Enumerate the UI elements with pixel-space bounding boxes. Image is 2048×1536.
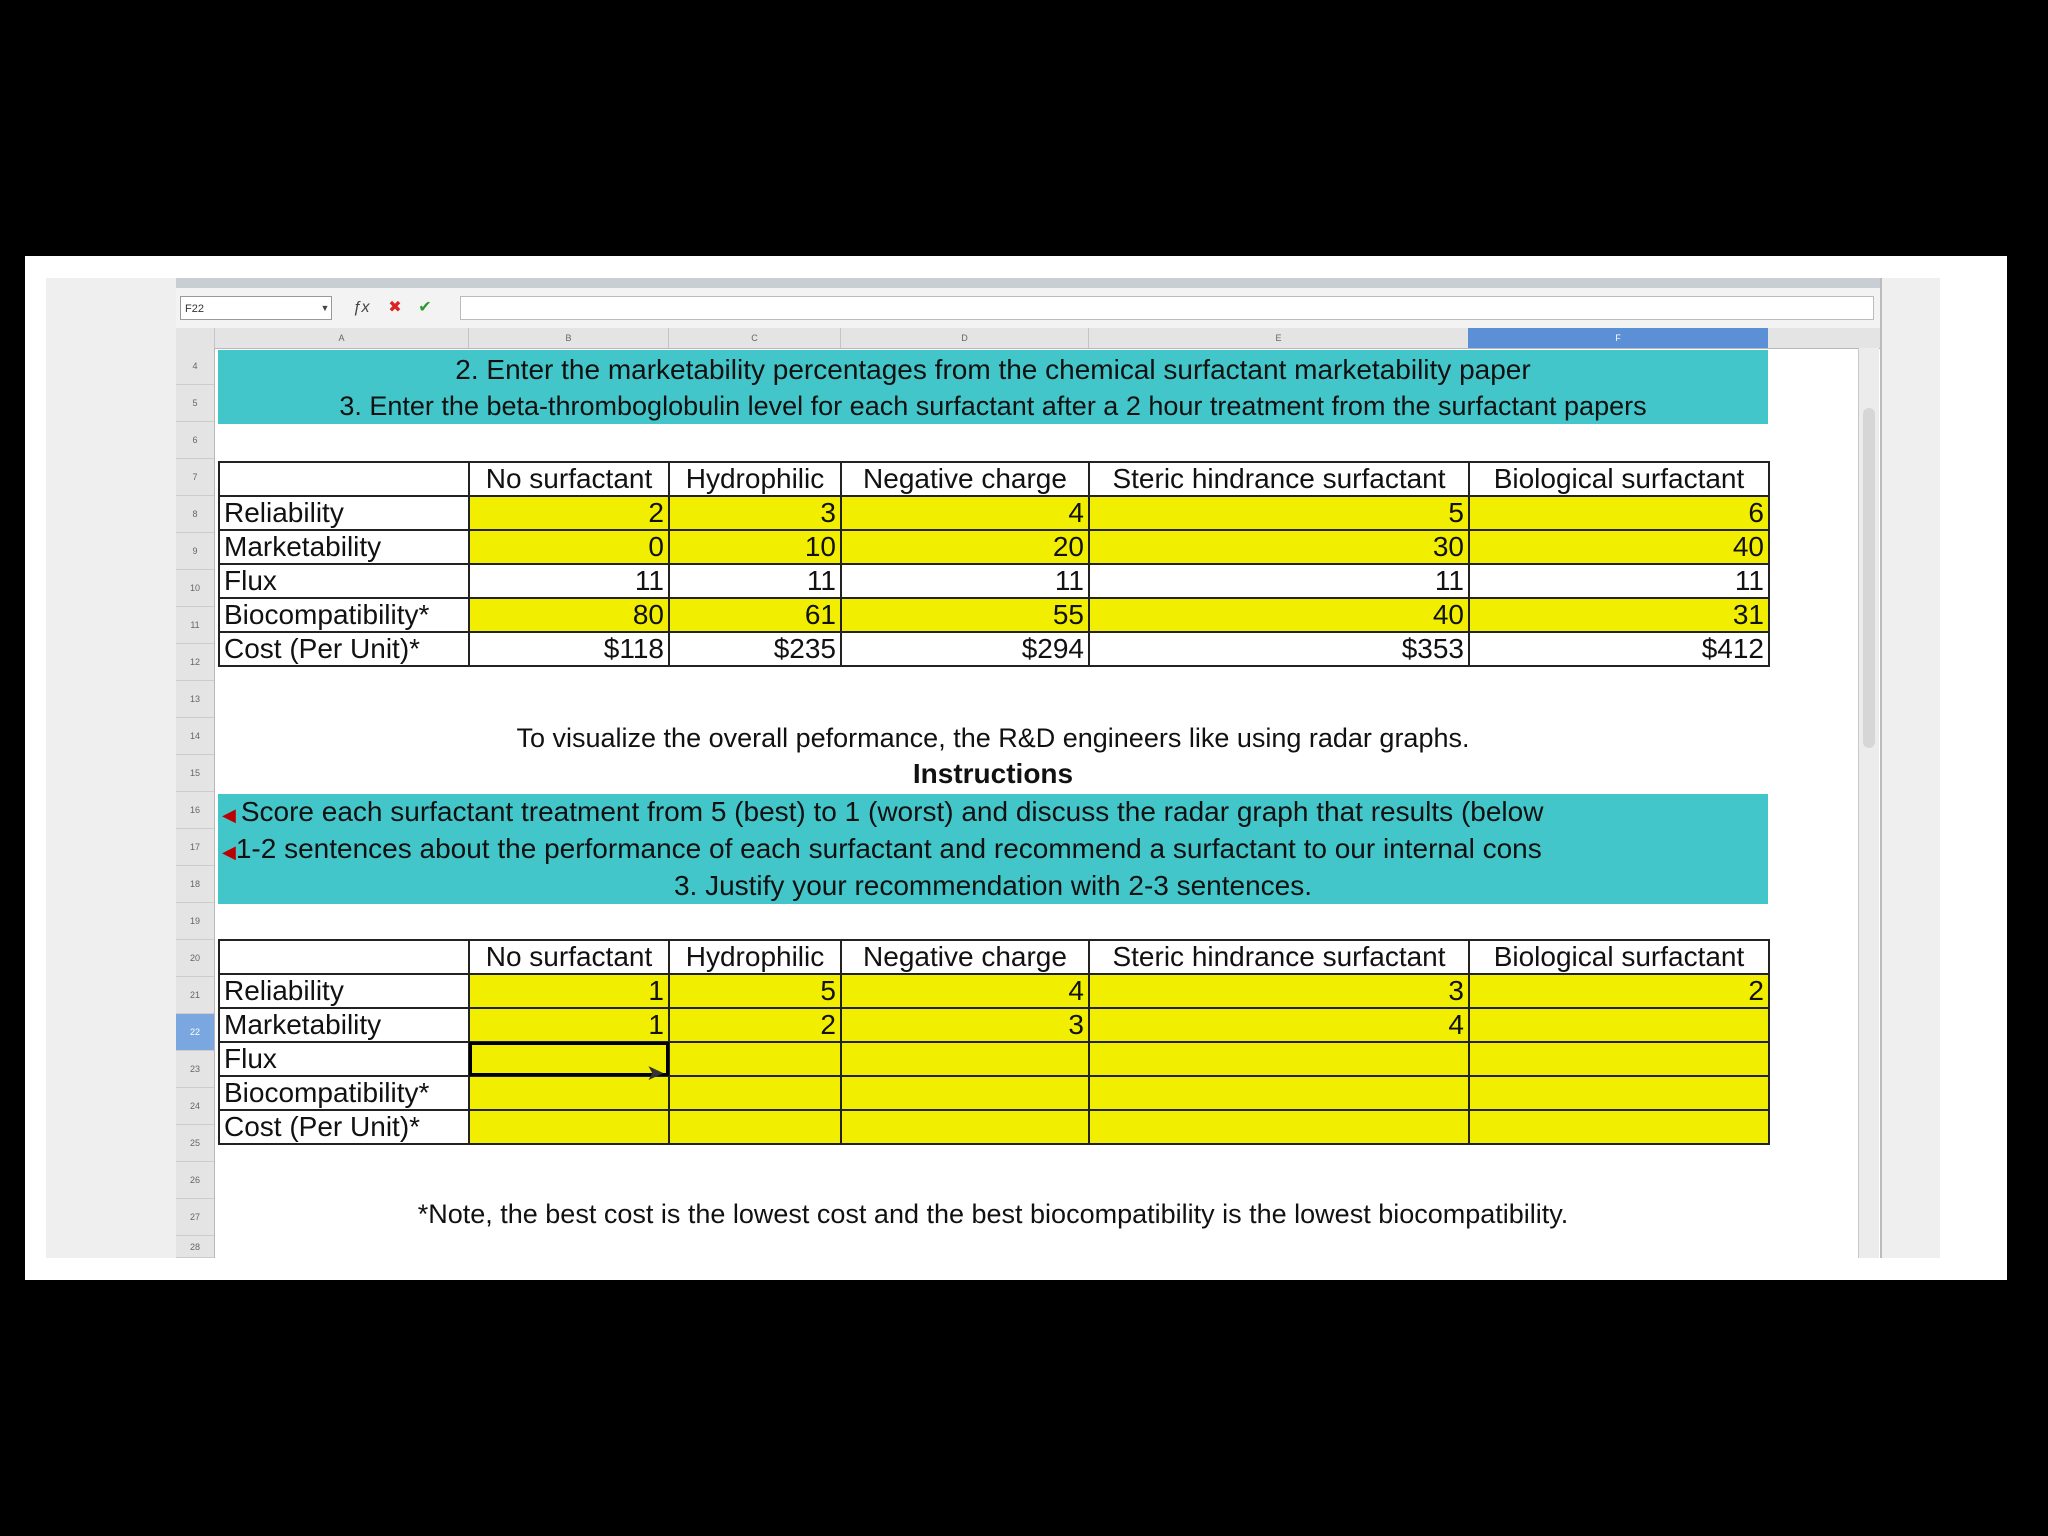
score-cell[interactable]: 4: [1089, 1008, 1469, 1042]
column-header[interactable]: D: [840, 328, 1088, 348]
table-row: [219, 564, 1769, 598]
row-header[interactable]: 24: [176, 1088, 214, 1125]
score-cell[interactable]: 2: [1469, 974, 1769, 1008]
score-cell[interactable]: [841, 1042, 1089, 1076]
formula-bar: [176, 288, 1880, 329]
value-cell[interactable]: 31: [1469, 598, 1769, 632]
value-cell[interactable]: 5: [1089, 496, 1469, 530]
header-cell[interactable]: Biological surfactant: [1469, 940, 1769, 974]
chevron-down-icon[interactable]: ▼: [320, 303, 330, 313]
value-cell[interactable]: $412: [1469, 632, 1769, 666]
score-cell[interactable]: [1469, 1042, 1769, 1076]
row-header[interactable]: 17: [176, 829, 214, 866]
row-header[interactable]: 16: [176, 792, 214, 829]
row-label-cell[interactable]: Reliability: [219, 496, 469, 530]
column-header-selected[interactable]: F: [1468, 328, 1768, 348]
row-header[interactable]: 14: [176, 718, 214, 755]
row-header[interactable]: 19: [176, 903, 214, 940]
table-row: [219, 598, 1769, 632]
value-cell[interactable]: 11: [669, 564, 841, 598]
row-label-cell[interactable]: Marketability: [219, 530, 469, 564]
header-corner-cell[interactable]: [219, 462, 469, 496]
value-cell[interactable]: $294: [841, 632, 1089, 666]
value-cell[interactable]: 2: [469, 496, 669, 530]
value-cell[interactable]: 30: [1089, 530, 1469, 564]
score-cell[interactable]: [1089, 1042, 1469, 1076]
vertical-scrollbar[interactable]: [1858, 348, 1879, 1258]
score-cell[interactable]: 2: [669, 1008, 841, 1042]
row-label-cell[interactable]: Marketability: [219, 1008, 469, 1042]
score-cell[interactable]: [469, 1076, 669, 1110]
column-header[interactable]: B: [468, 328, 668, 348]
header-corner-cell[interactable]: [219, 940, 469, 974]
value-cell[interactable]: 6: [1469, 496, 1769, 530]
table-row: [219, 1110, 1769, 1144]
header-cell[interactable]: Negative charge: [841, 462, 1089, 496]
table-row: [219, 530, 1769, 564]
score-cell[interactable]: [1469, 1008, 1769, 1042]
score-cell[interactable]: [669, 1042, 841, 1076]
accept-icon[interactable]: ✔: [418, 299, 432, 316]
formula-input[interactable]: [460, 296, 1874, 320]
value-cell[interactable]: 10: [669, 530, 841, 564]
overflow-left-icon: ◀: [222, 805, 241, 825]
table-row: [219, 974, 1769, 1008]
spreadsheet: [176, 278, 1882, 1258]
value-cell[interactable]: 3: [669, 496, 841, 530]
value-cell[interactable]: 11: [841, 564, 1089, 598]
cancel-icon[interactable]: ✖: [388, 299, 402, 316]
value-cell[interactable]: 55: [841, 598, 1089, 632]
value-cell[interactable]: 0: [469, 530, 669, 564]
row-header[interactable]: 25: [176, 1125, 214, 1162]
row-label-cell[interactable]: Flux: [219, 564, 469, 598]
row-header[interactable]: 10: [176, 570, 214, 607]
value-cell[interactable]: 11: [1089, 564, 1469, 598]
function-wizard-icon[interactable]: ƒx: [352, 299, 370, 316]
score-cell[interactable]: [1469, 1076, 1769, 1110]
score-cell[interactable]: [669, 1110, 841, 1144]
row-header[interactable]: 26: [176, 1162, 214, 1199]
toolbar: [176, 278, 1880, 288]
table-row: [219, 496, 1769, 530]
row-header[interactable]: 18: [176, 866, 214, 903]
score-cell[interactable]: 5: [669, 974, 841, 1008]
score-cell[interactable]: [841, 1076, 1089, 1110]
visualize-text: To visualize the overall peformance, the R&D engineers like using radar graphs.: [516, 723, 1470, 753]
scrollbar-thumb[interactable]: [1863, 408, 1875, 748]
row-header[interactable]: 12: [176, 644, 214, 681]
data-table: [218, 461, 1770, 667]
instruction-1-text: ◀ Score each surfactant treatment from 5 (best) to 1 (worst) and discuss the radar graph that results (below: [222, 796, 1544, 827]
score-cell[interactable]: 1: [469, 1008, 669, 1042]
score-cell[interactable]: 4: [841, 974, 1089, 1008]
name-box[interactable]: F22: [180, 296, 332, 320]
value-cell[interactable]: 40: [1469, 530, 1769, 564]
score-cell[interactable]: [841, 1110, 1089, 1144]
row-header[interactable]: 6: [176, 422, 214, 459]
row-label-cell[interactable]: Flux: [219, 1042, 469, 1076]
row-headers: [176, 348, 215, 1258]
value-cell[interactable]: 61: [669, 598, 841, 632]
row-label-cell[interactable]: Biocompatibility*: [219, 598, 469, 632]
row-label-cell[interactable]: Biocompatibility*: [219, 1076, 469, 1110]
row-header[interactable]: 9: [176, 533, 214, 570]
header-cell[interactable]: No surfactant: [469, 462, 669, 496]
instructions-heading: Instructions: [912, 758, 1074, 789]
row-label-cell[interactable]: Cost (Per Unit)*: [219, 1110, 469, 1144]
step-3-text: 3. Enter the beta-thromboglobulin level for each surfactant after a 2 hour treatment from the surfactant papers: [339, 391, 1647, 421]
row-header-selected[interactable]: 22: [176, 1014, 214, 1051]
score-table: [218, 939, 1770, 1145]
header-cell[interactable]: Hydrophilic: [669, 940, 841, 974]
row-header[interactable]: 13: [176, 681, 214, 718]
header-cell[interactable]: Biological surfactant: [1469, 462, 1769, 496]
header-cell[interactable]: Steric hindrance surfactant: [1089, 462, 1469, 496]
overflow-left-icon: ◀: [222, 842, 236, 862]
value-cell[interactable]: 20: [841, 530, 1089, 564]
row-header[interactable]: 7: [176, 459, 214, 496]
score-cell[interactable]: 3: [841, 1008, 1089, 1042]
row-header[interactable]: 20: [176, 940, 214, 977]
value-cell[interactable]: 11: [469, 564, 669, 598]
score-cell[interactable]: 1: [469, 974, 669, 1008]
value-cell[interactable]: 80: [469, 598, 669, 632]
value-cell[interactable]: 11: [1469, 564, 1769, 598]
row-header[interactable]: 28: [176, 1236, 214, 1258]
table-row: [219, 1008, 1769, 1042]
table-header-row: [219, 940, 1769, 974]
score-cell[interactable]: [1469, 1110, 1769, 1144]
row-label-cell[interactable]: Cost (Per Unit)*: [219, 632, 469, 666]
step-2-text: 2. Enter the marketability percentages from the chemical surfactant marketability paper: [455, 354, 1531, 385]
instruction-3-text: 3. Justify your recommendation with 2-3 sentences.: [673, 870, 1313, 901]
instruction-2-text: ◀1-2 sentences about the performance of each surfactant and recommend a surfactant to our internal cons: [222, 833, 1542, 864]
row-header[interactable]: 8: [176, 496, 214, 533]
row-header[interactable]: 21: [176, 977, 214, 1014]
score-cell[interactable]: [1089, 1076, 1469, 1110]
header-cell[interactable]: Negative charge: [841, 940, 1089, 974]
header-cell[interactable]: Hydrophilic: [669, 462, 841, 496]
row-header[interactable]: 15: [176, 755, 214, 792]
value-cell[interactable]: $353: [1089, 632, 1469, 666]
score-cell[interactable]: 3: [1089, 974, 1469, 1008]
value-cell[interactable]: 4: [841, 496, 1089, 530]
column-header[interactable]: A: [214, 328, 468, 348]
row-header[interactable]: 23: [176, 1051, 214, 1088]
header-cell[interactable]: No surfactant: [469, 940, 669, 974]
row-header[interactable]: 11: [176, 607, 214, 644]
column-header[interactable]: C: [668, 328, 840, 348]
score-cell[interactable]: [1089, 1110, 1469, 1144]
note-text: *Note, the best cost is the lowest cost and the best biocompatibility is the lowest biocompatibility.: [417, 1199, 1569, 1229]
row-header[interactable]: 27: [176, 1199, 214, 1236]
row-header[interactable]: 5: [176, 385, 214, 422]
row-label-cell[interactable]: Reliability: [219, 974, 469, 1008]
table-header-row: [219, 462, 1769, 496]
spreadsheet-window: [46, 278, 1940, 1258]
table-row: [219, 632, 1769, 666]
header-cell[interactable]: Steric hindrance surfactant: [1089, 940, 1469, 974]
column-header[interactable]: E: [1088, 328, 1468, 348]
score-cell[interactable]: [669, 1076, 841, 1110]
table-row: [219, 1076, 1769, 1110]
value-cell[interactable]: 40: [1089, 598, 1469, 632]
table-row: [219, 1042, 1769, 1076]
mouse-pointer-icon: ➤: [646, 1060, 665, 1085]
value-cell[interactable]: $118: [469, 632, 669, 666]
value-cell[interactable]: $235: [669, 632, 841, 666]
row-header[interactable]: 4: [176, 348, 214, 385]
selected-cell[interactable]: [469, 1042, 669, 1076]
score-cell[interactable]: [469, 1110, 669, 1144]
